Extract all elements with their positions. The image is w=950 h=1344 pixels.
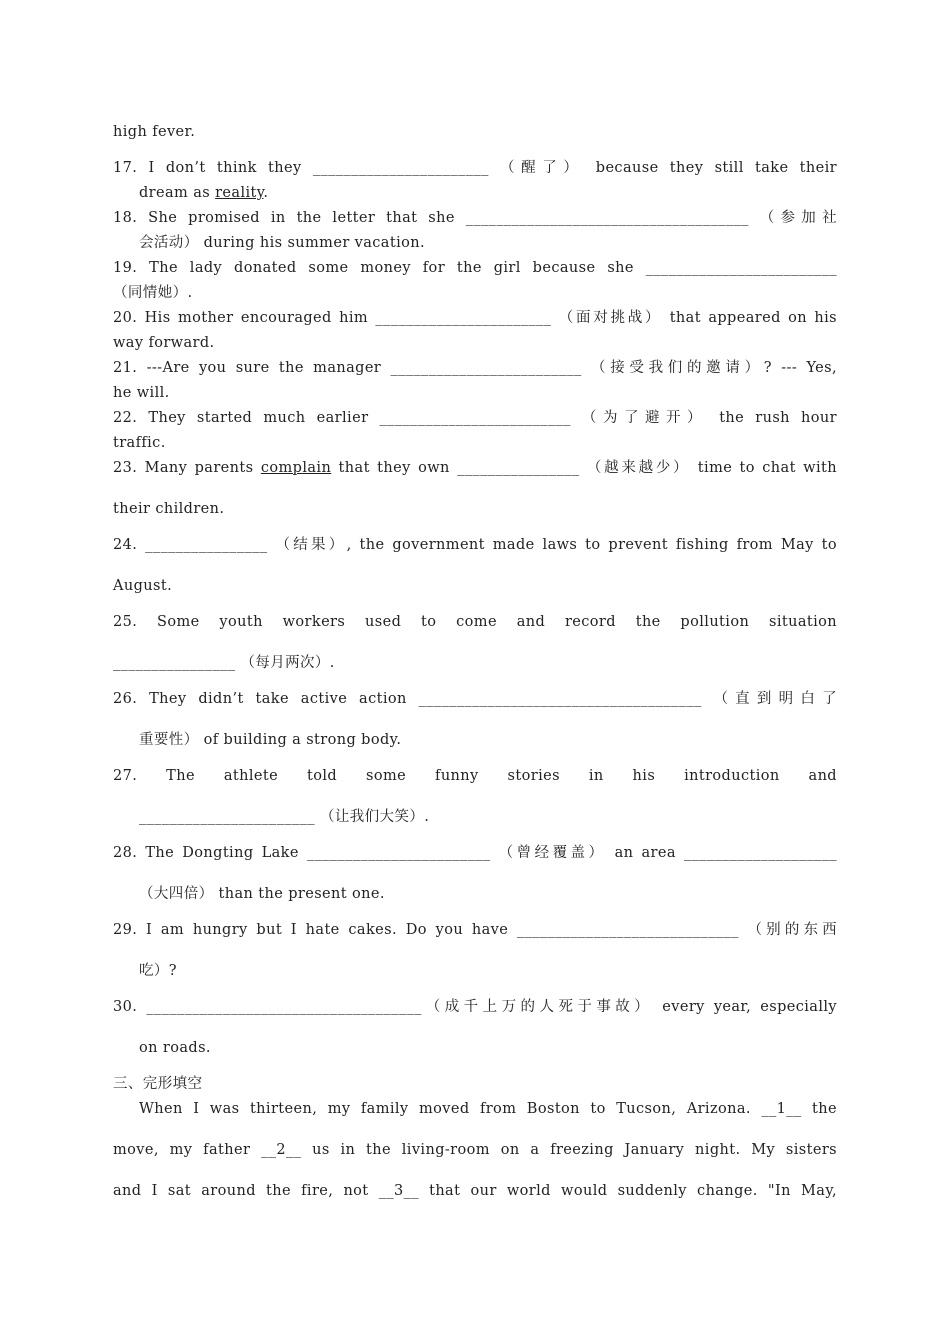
underlined-word: reality <box>215 185 264 201</box>
text-line: （同情她）. <box>113 285 193 301</box>
question-30: 30. ____________________________________（成千上万的人死于事故） every year, especially <box>113 999 837 1015</box>
question-18: 18. She promised in the letter that she _____________________________________ （参加社 <box>113 210 837 226</box>
text-line: ________________ （每月两次）. <box>113 655 335 671</box>
text-line: 重要性） of building a strong body. <box>139 732 402 748</box>
text-line: on roads. <box>139 1040 211 1056</box>
text-line: August. <box>113 578 173 594</box>
question-22: 22. They started much earlier _________________________ （为了避开） the rush hour <box>113 410 837 426</box>
text-line: way forward. <box>113 335 215 351</box>
question-25: 25. Some youth workers used to come and record the pollution situation <box>113 614 837 630</box>
text-line: high fever. <box>113 124 196 140</box>
section-heading: 三、完形填空 <box>113 1076 203 1092</box>
question-19: 19. The lady donated some money for the girl because she _________________________ <box>113 260 837 276</box>
passage-line: move, my father __2__ us in the living-room on a freezing January night. My sisters <box>113 1142 837 1158</box>
question-26: 26. They didn’t take active action _____________________________________ （直到明白了 <box>113 691 837 707</box>
passage-line: When I was thirteen, my family moved from Boston to Tucson, Arizona. __1__ the <box>139 1101 837 1117</box>
question-24: 24. ________________ （结果）, the government made laws to prevent fishing from May to <box>113 537 837 553</box>
text-line: he will. <box>113 385 170 401</box>
question-21: 21. ---Are you sure the manager _________________________ （接受我们的邀请）? --- Yes, <box>113 360 837 376</box>
text-line: dream as reality. <box>139 185 269 201</box>
underlined-word: complain <box>260 460 332 476</box>
question-28: 28. The Dongting Lake ________________________ （曾经覆盖） an area ____________________ <box>113 845 837 861</box>
text-line: traffic. <box>113 435 166 451</box>
text-line: （大四倍） than the present one. <box>139 886 385 902</box>
text-line: 吃）? <box>139 963 177 979</box>
question-20: 20. His mother encouraged him _______________________ （面对挑战） that appeared on his <box>113 310 837 326</box>
question-27: 27. The athlete told some funny stories in his introduction and <box>113 768 837 784</box>
question-17: 17. I don’t think they _______________________ （醒了） because they still take their <box>113 160 837 176</box>
text-line: _______________________ （让我们大笑）. <box>139 809 430 825</box>
question-23: 23. Many parents complain that they own ________________ （越来越少） time to chat with <box>113 460 837 476</box>
text-line: 会活动） during his summer vacation. <box>139 235 425 251</box>
question-29: 29. I am hungry but I hate cakes. Do you have _____________________________ （别的东西 <box>113 922 837 938</box>
text-line: their children. <box>113 501 225 517</box>
passage-line: and I sat around the fire, not __3__ that our world would suddenly change. "In May, <box>113 1183 837 1199</box>
